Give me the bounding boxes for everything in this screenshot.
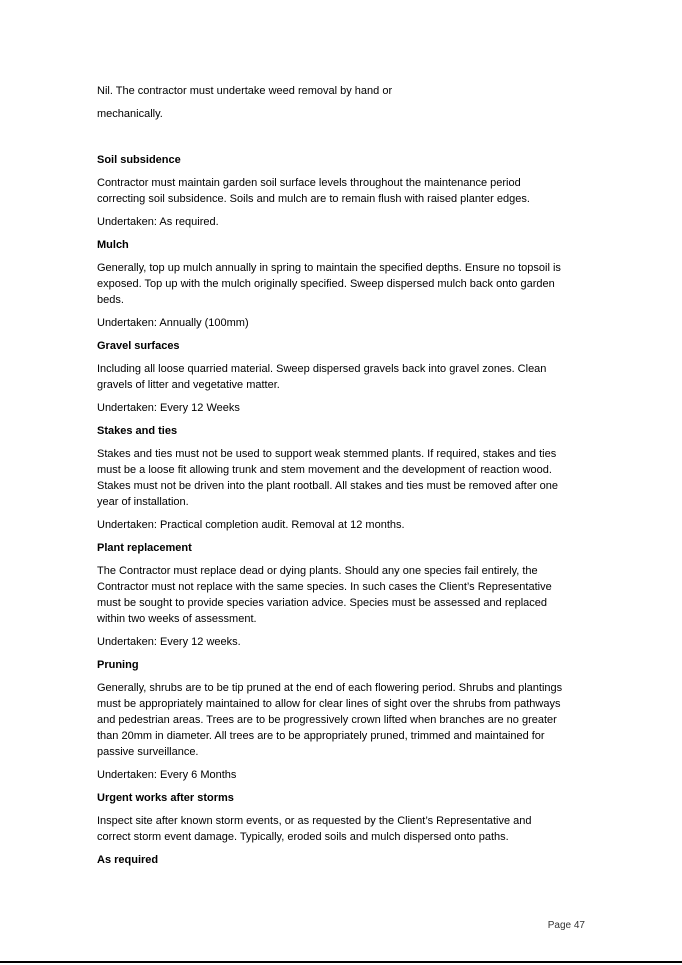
paragraph-line: must be a loose fit allowing trunk and stem movement and the development of reaction wood. [97, 464, 552, 476]
undertaken-note: Undertaken: Every 6 Months [97, 769, 237, 781]
paragraph-line: Stakes and ties must not be used to support weak stemmed plants. If required, stakes and ties [97, 448, 557, 460]
paragraph-line: correct storm event damage. Typically, eroded soils and mulch dispersed onto paths. [97, 831, 509, 843]
paragraph-line: Including all loose quarried material. Sweep dispersed gravels back into gravel zones. Clean [97, 363, 547, 375]
section-heading-pruning: Pruning [97, 659, 139, 671]
section-heading-soil-subsidence: Soil subsidence [97, 154, 181, 166]
paragraph-line: must be appropriately maintained to allow for clear lines of sight over the shrubs from pathways [97, 698, 561, 710]
paragraph-line: correcting soil subsidence. Soils and mulch are to remain flush with raised planter edges. [97, 193, 530, 205]
undertaken-note: Undertaken: As required. [97, 216, 219, 228]
section-heading-stakes-and-ties: Stakes and ties [97, 425, 178, 437]
paragraph-line: The Contractor must replace dead or dying plants. Should any one species fail entirely, the [97, 565, 538, 577]
paragraph-line: Generally, shrubs are to be tip pruned at the end of each flowering period. Shrubs and plantings [97, 682, 563, 694]
undertaken-note: Undertaken: Every 12 Weeks [97, 402, 240, 414]
paragraph-line: and pedestrian areas. Trees are to be progressively crown lifted when branches are no greater [97, 714, 557, 726]
paragraph-line: year of installation. [97, 496, 189, 508]
intro-line: mechanically. [97, 108, 163, 120]
section-heading-urgent-works: Urgent works after storms [97, 792, 234, 804]
page-number: Page 47 [547, 920, 585, 931]
undertaken-note: Undertaken: Annually (100mm) [97, 317, 249, 329]
paragraph-line: beds. [97, 294, 124, 306]
undertaken-note: Undertaken: Every 12 weeks. [97, 636, 241, 648]
paragraph-line: gravels of litter and vegetative matter. [97, 379, 280, 391]
intro-line: Nil. The contractor must undertake weed removal by hand or [97, 85, 393, 97]
paragraph-line: Generally, top up mulch annually in spring to maintain the specified depths. Ensure no topsoil is [97, 262, 561, 274]
paragraph-line: passive surveillance. [97, 746, 199, 758]
paragraph-line: Contractor must not replace with the same species. In such cases the Client’s Representative [97, 581, 552, 593]
section-heading-plant-replacement: Plant replacement [97, 542, 192, 554]
page-bottom-rule [0, 961, 682, 963]
paragraph-line: within two weeks of assessment. [97, 613, 257, 625]
paragraph-line: Inspect site after known storm events, or as requested by the Client’s Representative and [97, 815, 532, 827]
paragraph-line: exposed. Top up with the mulch originally specified. Sweep dispersed mulch back onto garden [97, 278, 555, 290]
paragraph-line: Stakes must not be driven into the plant rootball. All stakes and ties must be removed after one [97, 480, 559, 492]
section-heading-mulch: Mulch [97, 239, 129, 251]
section-heading-gravel-surfaces: Gravel surfaces [97, 340, 180, 352]
paragraph-line: than 20mm in diameter. All trees are to be appropriately pruned, trimmed and maintained for [97, 730, 545, 742]
paragraph-line: Contractor must maintain garden soil surface levels throughout the maintenance period [97, 177, 521, 189]
paragraph-line: must be sought to provide species variation advice. Species must be assessed and replaced [97, 597, 548, 609]
undertaken-note-bold: As required [97, 854, 159, 866]
undertaken-note: Undertaken: Practical completion audit. Removal at 12 months. [97, 519, 405, 531]
